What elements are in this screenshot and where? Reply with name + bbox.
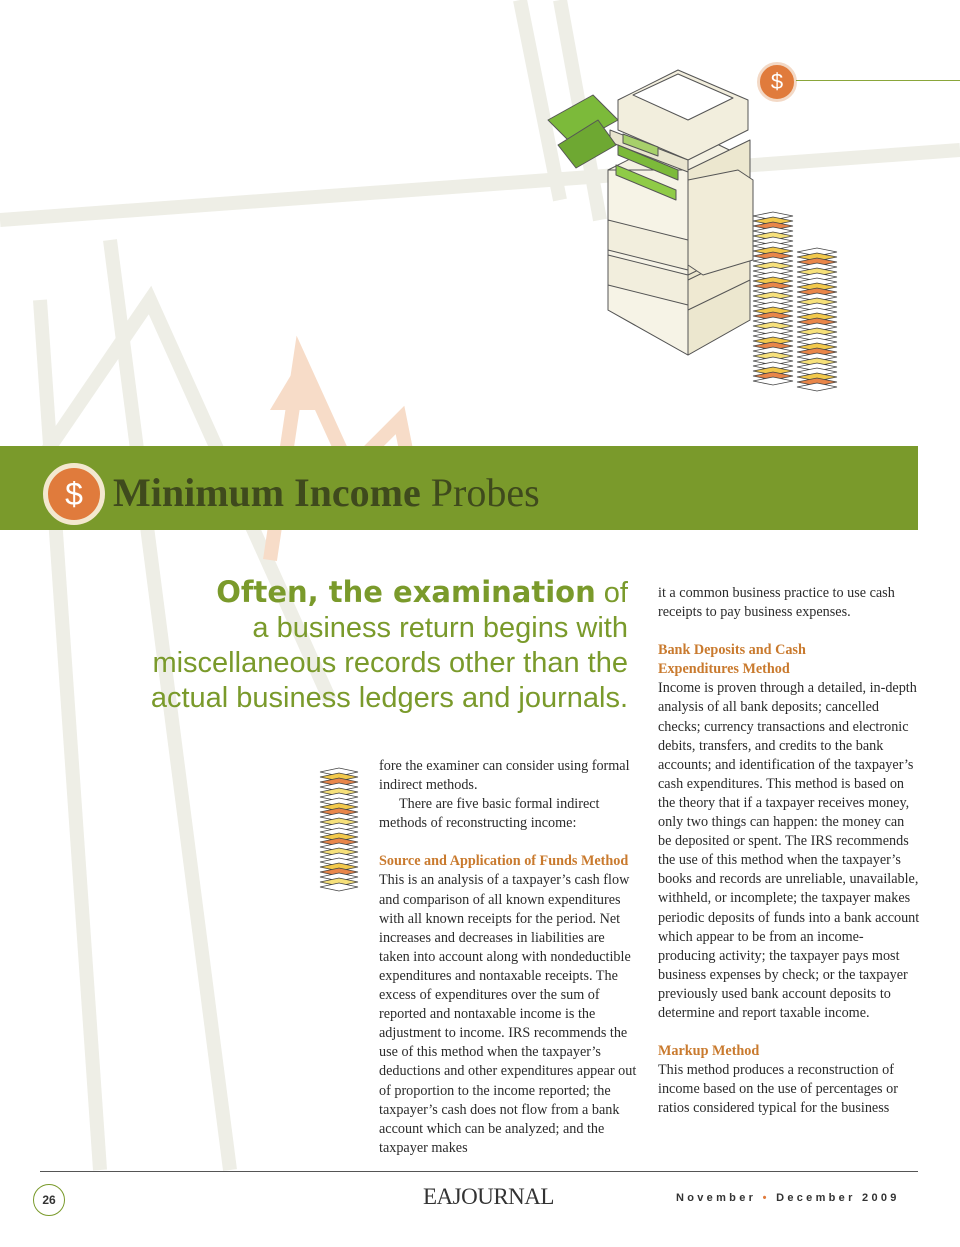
issue-month-2: December 2009	[776, 1192, 900, 1204]
pull-quote-line4: actual business ledgers and journals.	[150, 682, 628, 714]
subheading: Markup Method	[658, 1043, 760, 1060]
paper-stack-icon	[318, 766, 362, 894]
subheading-line: Expenditures Method	[658, 661, 790, 678]
article-column-2	[658, 584, 920, 1118]
issue-month-1: November	[676, 1192, 757, 1204]
dollar-badge-icon: $	[43, 463, 105, 525]
section-title-light: Probes	[430, 470, 540, 515]
pull-quote-line3: miscellaneous records other than the	[152, 647, 628, 679]
paragraph: it a common business practice to use cash receipts to pay business expenses.	[658, 585, 895, 621]
paragraph: fore the examiner can consider using formal indirect methods.	[379, 758, 630, 794]
subheading	[658, 641, 920, 679]
decorative-rule	[796, 80, 960, 81]
pull-quote-lead: Often, the examination	[216, 575, 596, 609]
footer-rule	[40, 1171, 918, 1172]
pull-quote	[40, 575, 628, 716]
issue-separator: •	[762, 1192, 770, 1204]
pull-quote-line1: of	[595, 577, 628, 609]
issue-date	[676, 1192, 900, 1204]
section-title	[113, 469, 540, 516]
paper-stacks	[745, 208, 845, 408]
paragraph: Income is proven through a detailed, in-depth analysis of all bank deposits; cancelled checks; currency transactions and electronic debits, transfers, and credits to the bank accounts; and identification of the taxpayer’s cash expenditures. This method is based on the theory that if a taxpayer receives money, only two things can happen: the money can be deposited or spent. The IRS recommends the use of this method when the taxpayer’s books and records are unreliable, unavailable, withheld, or incomplete; the taxpayer makes periodic deposits of funds into a bank account which appear to be from an income-producing activity; the taxpayer pays most business expenses by check; or the taxpayer previously used bank account deposits to determine and report taxable income.	[658, 680, 920, 1021]
paragraph: There are five basic formal indirect methods of reconstructing income:	[379, 796, 600, 832]
dollar-icon: $	[757, 62, 797, 102]
journal-logo: EAJOURNAL	[423, 1184, 554, 1209]
page-number: 26	[33, 1184, 65, 1216]
paragraph: This is an analysis of a taxpayer’s cash flow and comparison of all known expenditures with all known receipts for the period. Net increases and decreases in liabilities are taken into account along with nondeductible expenditures and nontaxable receipts. The excess of expenditures over the sum of reported and nontaxable income is the adjustment to income. IRS recommends the use of this method when the taxpayer’s deductions and other expenditures appear out of proportion to the income reported; the taxpayer’s cash does not flow from a bank account which can be analyzed; and the taxpayer makes	[379, 872, 637, 1156]
article-column-1	[379, 757, 637, 1158]
subheading-line: Bank Deposits and Cash	[658, 642, 806, 659]
pull-quote-line2: a business return begins with	[252, 612, 628, 644]
subheading: Source and Application of Funds Method	[379, 853, 629, 870]
section-title-bold: Minimum Income	[113, 470, 421, 515]
paragraph: This method produces a reconstruction of income based on the use of percentages or ratios considered typical for the business	[658, 1062, 898, 1117]
